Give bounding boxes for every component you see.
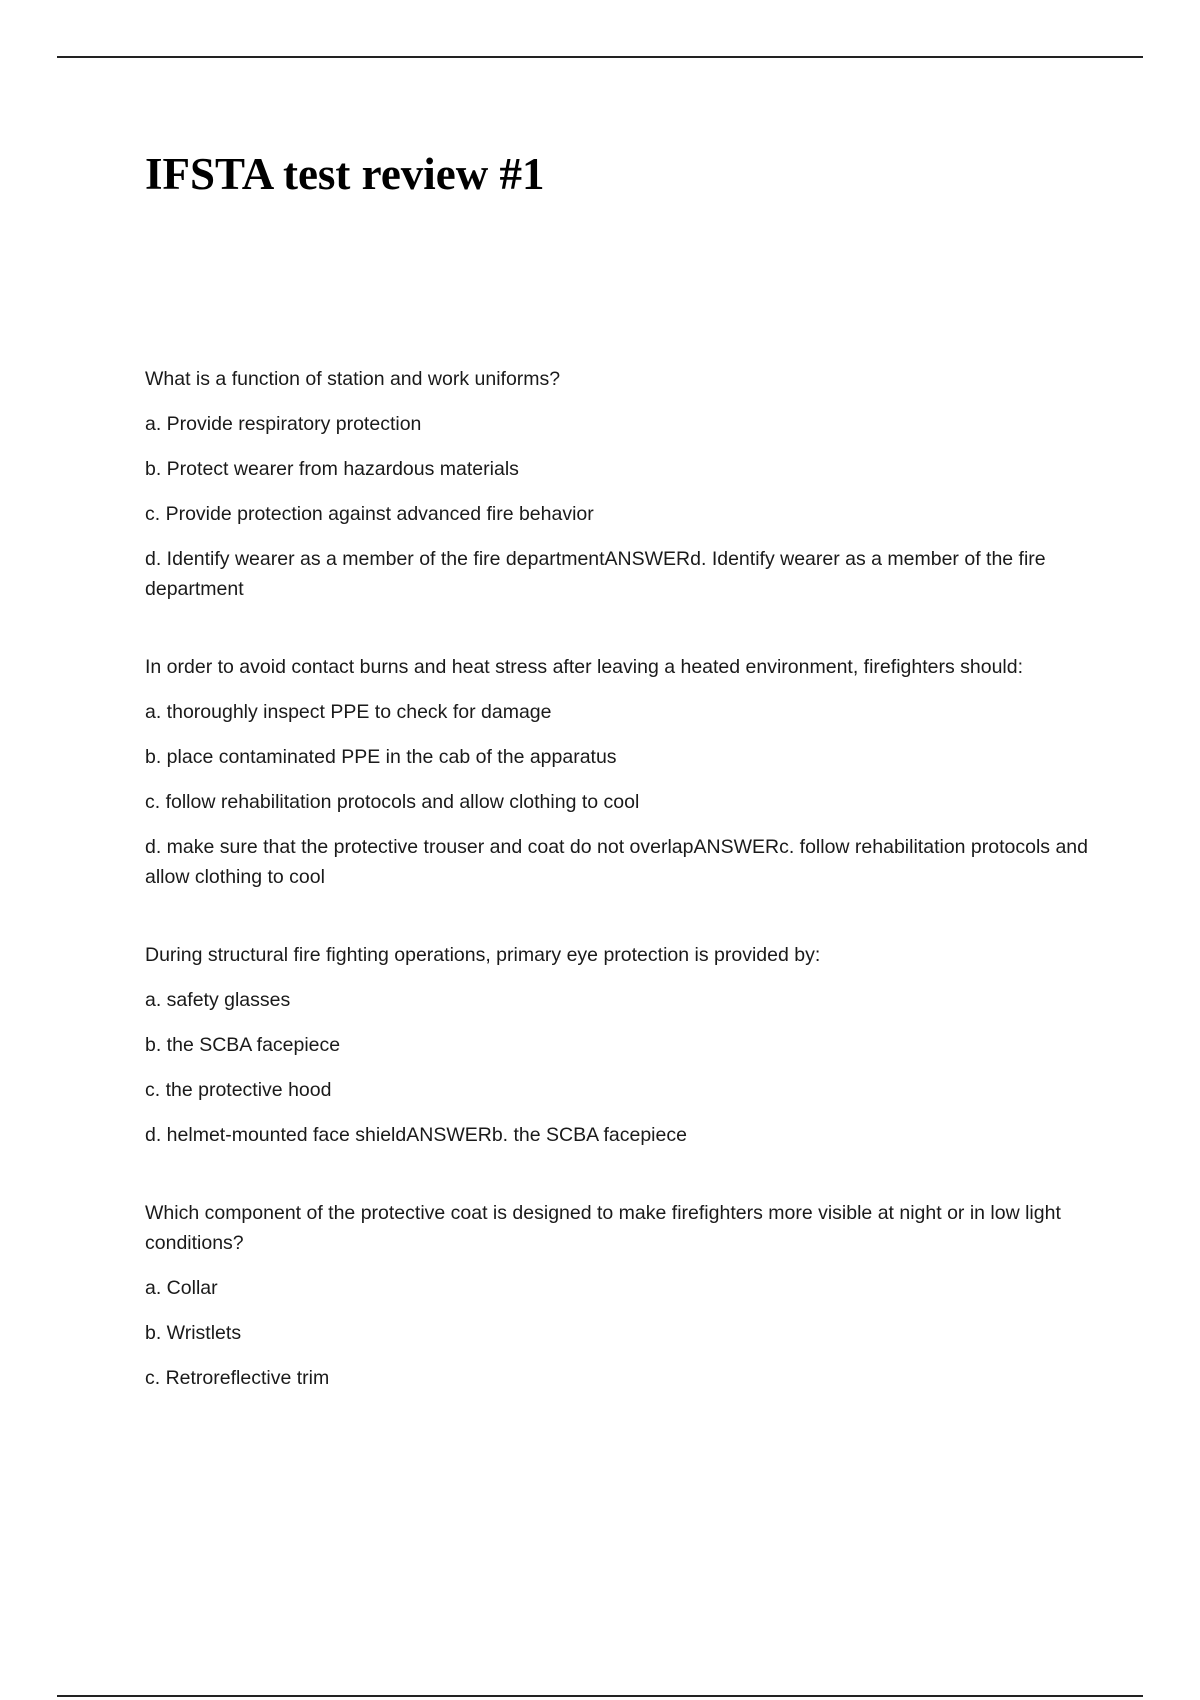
question-prompt: In order to avoid contact burns and heat stress after leaving a heated environment, firefighters should:	[145, 656, 1024, 678]
top-divider	[57, 56, 1143, 58]
question-prompt: Which component of the protective coat is designed to make firefighters more visible at night or in low light conditions?	[145, 1202, 1061, 1254]
question-1	[145, 364, 1095, 604]
document-title: IFSTA test review #1	[145, 149, 545, 199]
bottom-divider	[57, 1695, 1143, 1697]
question-prompt: During structural fire fighting operations, primary eye protection is provided by:	[145, 944, 821, 966]
answer-option: b. place contaminated PPE in the cab of the apparatus	[145, 746, 617, 768]
answer-option: c. the protective hood	[145, 1079, 332, 1101]
answer-option: a. Provide respiratory protection	[145, 413, 422, 435]
question-prompt: What is a function of station and work uniforms?	[145, 368, 561, 390]
question-2	[145, 652, 1095, 892]
answer-option: d. make sure that the protective trouser and coat do not overlapANSWERc. follow rehabilitation protocols and allow clothing to cool	[145, 836, 1088, 888]
answer-option: c. follow rehabilitation protocols and allow clothing to cool	[145, 791, 640, 813]
answer-option: c. Retroreflective trim	[145, 1367, 330, 1389]
question-3	[145, 940, 1095, 1150]
answer-option: a. Collar	[145, 1277, 218, 1299]
answer-option: b. Protect wearer from hazardous materials	[145, 458, 519, 480]
answer-option: a. thoroughly inspect PPE to check for damage	[145, 701, 552, 723]
answer-option: c. Provide protection against advanced fire behavior	[145, 503, 594, 525]
answer-option: d. Identify wearer as a member of the fire departmentANSWERd. Identify wearer as a member of the fire department	[145, 548, 1046, 600]
question-4	[145, 1198, 1095, 1393]
answer-option: d. helmet-mounted face shieldANSWERb. the SCBA facepiece	[145, 1124, 687, 1146]
answer-option: b. the SCBA facepiece	[145, 1034, 341, 1056]
answer-option: b. Wristlets	[145, 1322, 242, 1344]
question-list	[145, 364, 1095, 1441]
answer-option: a. safety glasses	[145, 989, 291, 1011]
